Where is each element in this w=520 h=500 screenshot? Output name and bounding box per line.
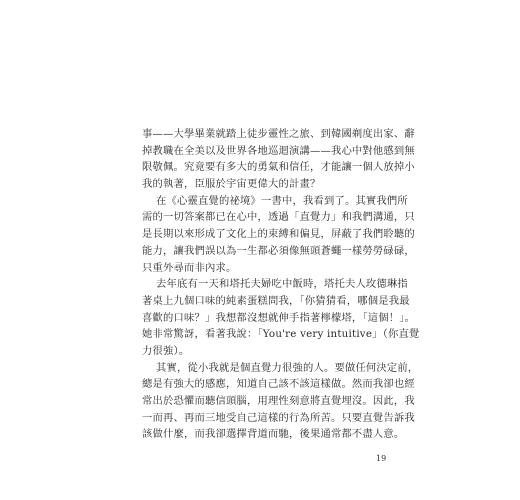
text-line: 掉教職在全美以及世界各地巡迴演講——我心中對他感到無 — [142, 144, 415, 157]
text-line: 喜歡的口味？」我想都沒想就伸手指著檸檬塔，「這個！」。 — [142, 311, 416, 324]
text-line: 是長期以來形成了文化上的束縛和偏見，屏蔽了我們聆聽的 — [142, 228, 415, 241]
text-line: 能力，讓我們誤以為一生都必須像無頭蒼蠅一樣勞勞碌碌， — [142, 244, 415, 257]
text-line: 著桌上九個口味的純素蛋糕問我，「你猜猜看，哪個是我最 — [142, 294, 410, 307]
text-line: 她非常驚訝，看著我說：「You're very intuitive」（你直覺 — [142, 328, 420, 341]
text-line: 去年底有一天和塔托夫婦吃中飯時，塔托夫人玫德琳指 — [156, 278, 408, 291]
text-line: 限敬佩。究竟要有多大的勇氣和信任，才能讓一個人放掉小 — [142, 161, 415, 174]
text-line: 我的執著，臣服於宇宙更偉大的計畫？ — [142, 178, 321, 191]
page-number: 19 — [376, 454, 387, 463]
text-line: 力很強）。 — [142, 344, 190, 357]
text-line: 總是有強大的感應，知道自己該不該這樣做。然而我卻也經 — [142, 378, 415, 391]
text-line: 其實，從小我就是個直覺力很強的人。要做任何決定前， — [156, 361, 419, 374]
body-text — [142, 126, 420, 443]
text-line: 常出於恐懼而聽信頭腦，用理性刻意將直覺埋沒。因此，我 — [142, 395, 415, 407]
text-line: 該做什麼，而我卻選擇背道而馳，後果通常都不盡人意。 — [142, 428, 405, 441]
text-line: 只重外尋而非內求。 — [142, 261, 237, 274]
text-line: 需的一切答案都已在心中，透過「直覺力」和我們溝通，只 — [142, 211, 415, 224]
text-line: 在《心靈直覺的祕境》一書中，我看到了。其實我們所 — [156, 194, 408, 207]
text-line: 一而再、再而三地受自己這樣的行為所苦。只要直覺告訴我 — [142, 411, 415, 424]
text-line: 事——大學畢業就踏上徒步靈性之旅、到韓國剃度出家、辭 — [142, 128, 415, 140]
